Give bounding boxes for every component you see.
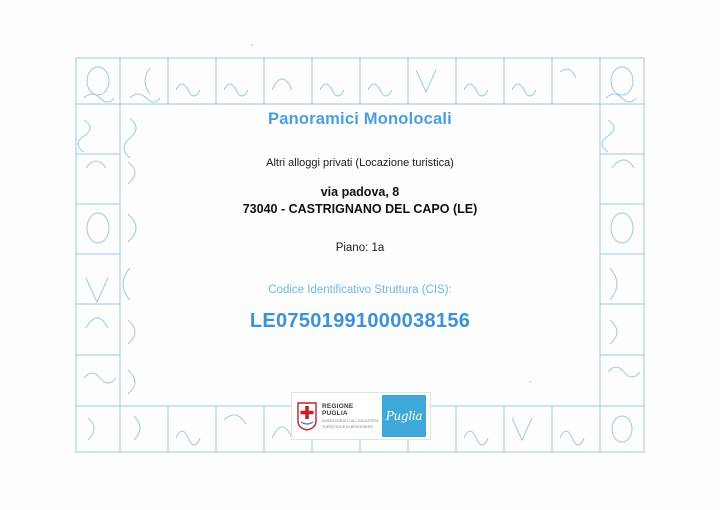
property-title: Panoramici Monolocali <box>268 110 452 128</box>
scan-speckle <box>251 44 253 46</box>
regione-puglia-crest-icon <box>296 401 318 431</box>
region-sub-line2: TURISTICA E ALBERGHIERA <box>322 424 373 429</box>
cis-code: LE07501991000038156 <box>249 310 471 332</box>
region-name: REGIONE PUGLIA <box>322 402 354 418</box>
address-street: via padova, 8 <box>320 185 400 199</box>
regione-puglia-logo-strip <box>291 392 431 440</box>
regione-text-block <box>322 403 379 429</box>
property-type: Altri alloggi privati (Locazione turistica) <box>266 157 454 169</box>
puglia-wordmark: Puglia <box>385 409 423 423</box>
puglia-brand-badge <box>382 395 426 437</box>
scan-speckle <box>529 381 531 383</box>
cis-label: Codice Identificativo Struttura (CIS): <box>268 284 452 296</box>
address-city: 73040 - CASTRIGNANO DEL CAPO (LE) <box>242 202 478 216</box>
certificate-content <box>170 110 550 333</box>
region-sub-line1: ASSESSORATO ALL'INDUSTRIA <box>322 419 379 424</box>
floor-info: Piano: 1a <box>335 242 385 254</box>
